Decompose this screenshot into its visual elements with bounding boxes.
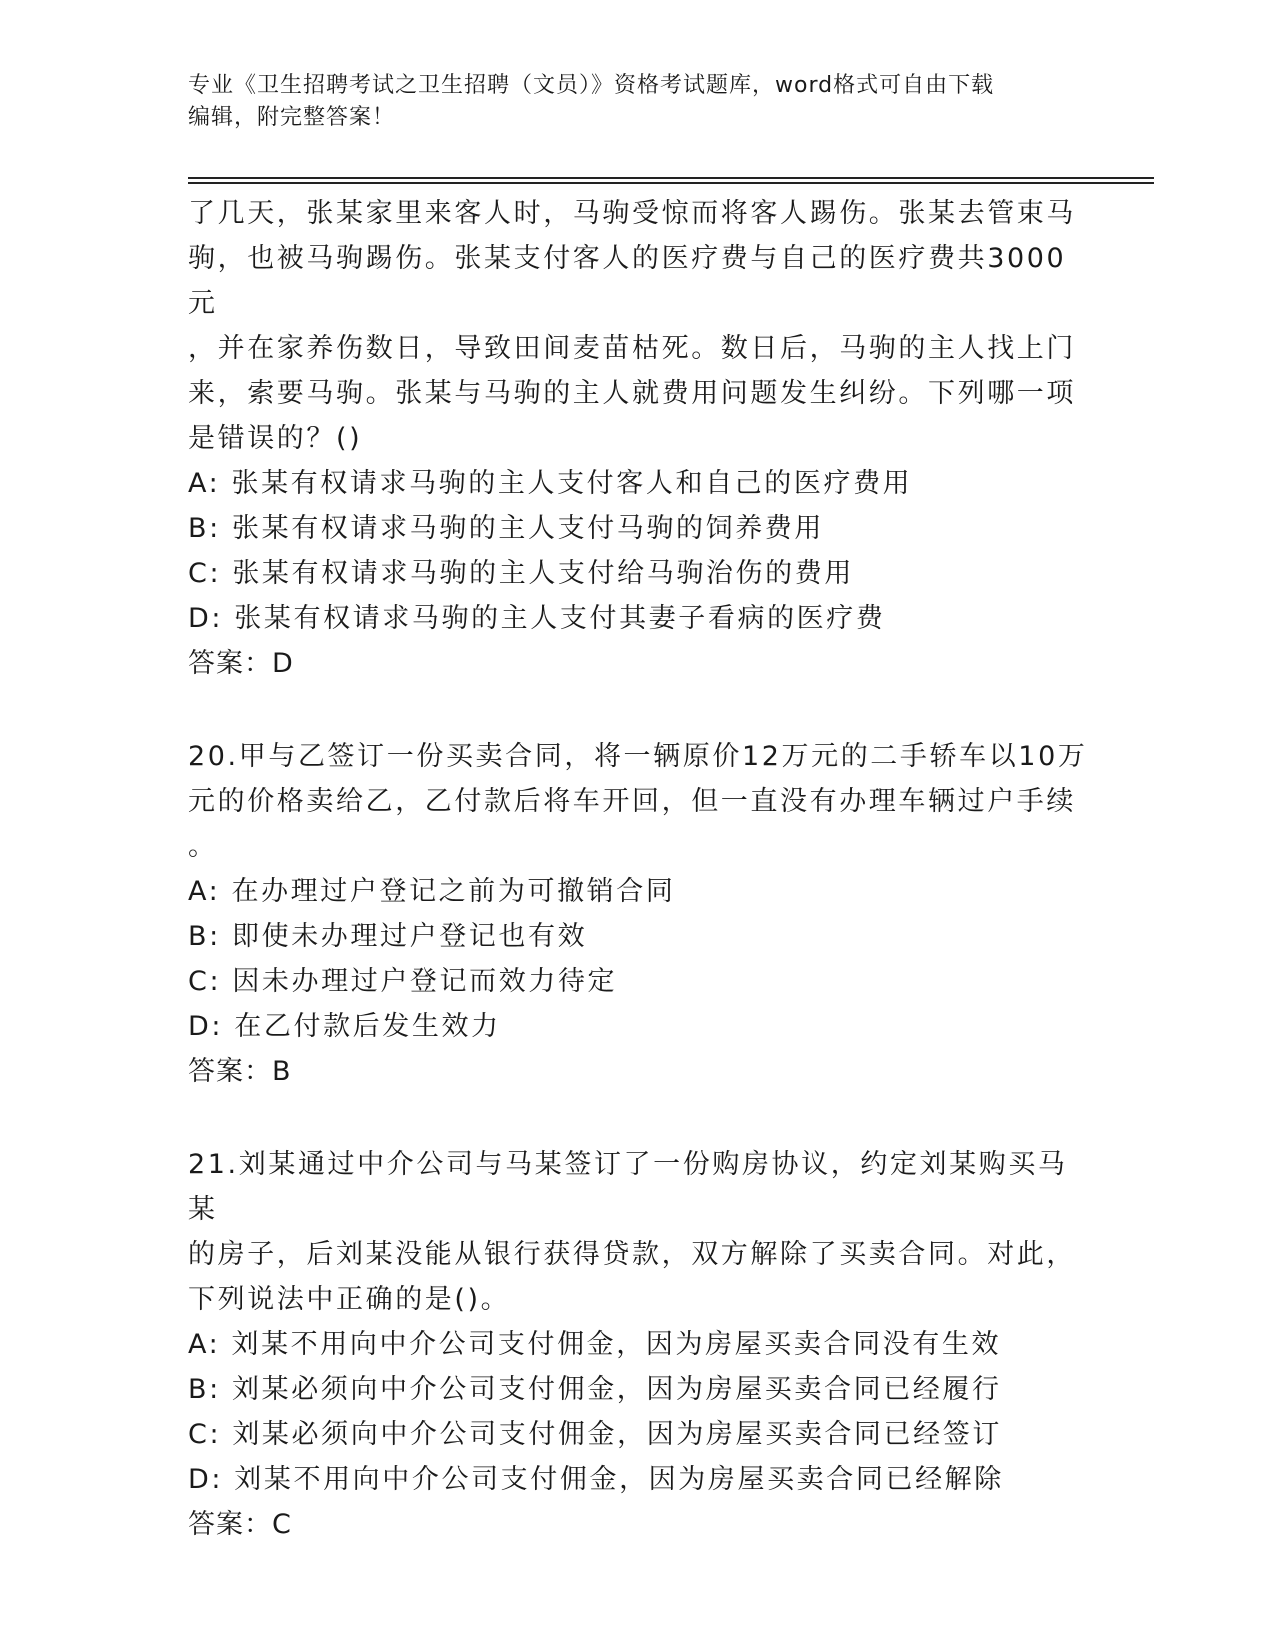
answer-line: 答案：C	[188, 1509, 292, 1540]
header-divider-top	[188, 177, 1154, 179]
option-a: A: 刘某不用向中介公司支付佣金，因为房屋买卖合同没有生效	[188, 1329, 1002, 1360]
question-text-line: 20.甲与乙签订一份买卖合同，将一辆原价12万元的二手轿车以10万	[188, 741, 1088, 772]
document-header	[188, 70, 1088, 134]
answer-line: 答案：B	[188, 1056, 292, 1087]
option-a: A: 在办理过户登记之前为可撤销合同	[188, 876, 676, 907]
header-line-2: 编辑，附完整答案！	[188, 105, 396, 130]
answer-line: 答案：D	[188, 648, 294, 679]
question-text-line: 是错误的？()	[188, 423, 363, 454]
question-text-line: 来，索要马驹。张某与马驹的主人就费用问题发生纠纷。下列哪一项	[188, 378, 1076, 409]
question-text-line: 驹，也被马驹踢伤。张某支付客人的医疗费与自己的医疗费共3000元	[188, 243, 1067, 319]
question-continued	[188, 191, 1088, 686]
question-text-line: 下列说法中正确的是()。	[188, 1284, 511, 1315]
question-text-line: 21.刘某通过中介公司与马某签订了一份购房协议，约定刘某购买马某	[188, 1149, 1068, 1225]
option-c: C: 因未办理过户登记而效力待定	[188, 966, 618, 997]
option-c: C: 刘某必须向中介公司支付佣金，因为房屋买卖合同已经签订	[188, 1419, 1002, 1450]
question-text-line: 元的价格卖给乙，乙付款后将车开回，但一直没有办理车辆过户手续	[188, 786, 1076, 817]
option-b: B: 刘某必须向中介公司支付佣金，因为房屋买卖合同已经履行	[188, 1374, 1002, 1405]
page-content	[188, 191, 1088, 1547]
option-d: D: 在乙付款后发生效力	[188, 1011, 501, 1042]
option-d: D: 刘某不用向中介公司支付佣金，因为房屋买卖合同已经解除	[188, 1464, 1004, 1495]
question-text-line: 了几天，张某家里来客人时，马驹受惊而将客人踢伤。张某去管束马	[188, 198, 1076, 229]
option-d: D: 张某有权请求马驹的主人支付其妻子看病的医疗费	[188, 603, 886, 634]
option-b: B: 即使未办理过户登记也有效	[188, 921, 588, 952]
question-21	[188, 1142, 1088, 1547]
option-a: A: 张某有权请求马驹的主人支付客人和自己的医疗费用	[188, 468, 913, 499]
question-20	[188, 734, 1088, 1094]
header-divider-bottom	[188, 182, 1154, 184]
question-text-line: 的房子，后刘某没能从银行获得贷款，双方解除了买卖合同。对此，	[188, 1239, 1076, 1270]
header-line-1: 专业《卫生招聘考试之卫生招聘（文员）》资格考试题库，word格式可自由下载	[188, 73, 995, 98]
option-b: B: 张某有权请求马驹的主人支付马驹的饲养费用	[188, 513, 825, 544]
option-c: C: 张某有权请求马驹的主人支付给马驹治伤的费用	[188, 558, 854, 589]
question-text-line: ，并在家养伤数日，导致田间麦苗枯死。数日后，马驹的主人找上门	[188, 333, 1076, 364]
question-text-line: 。	[188, 831, 218, 862]
